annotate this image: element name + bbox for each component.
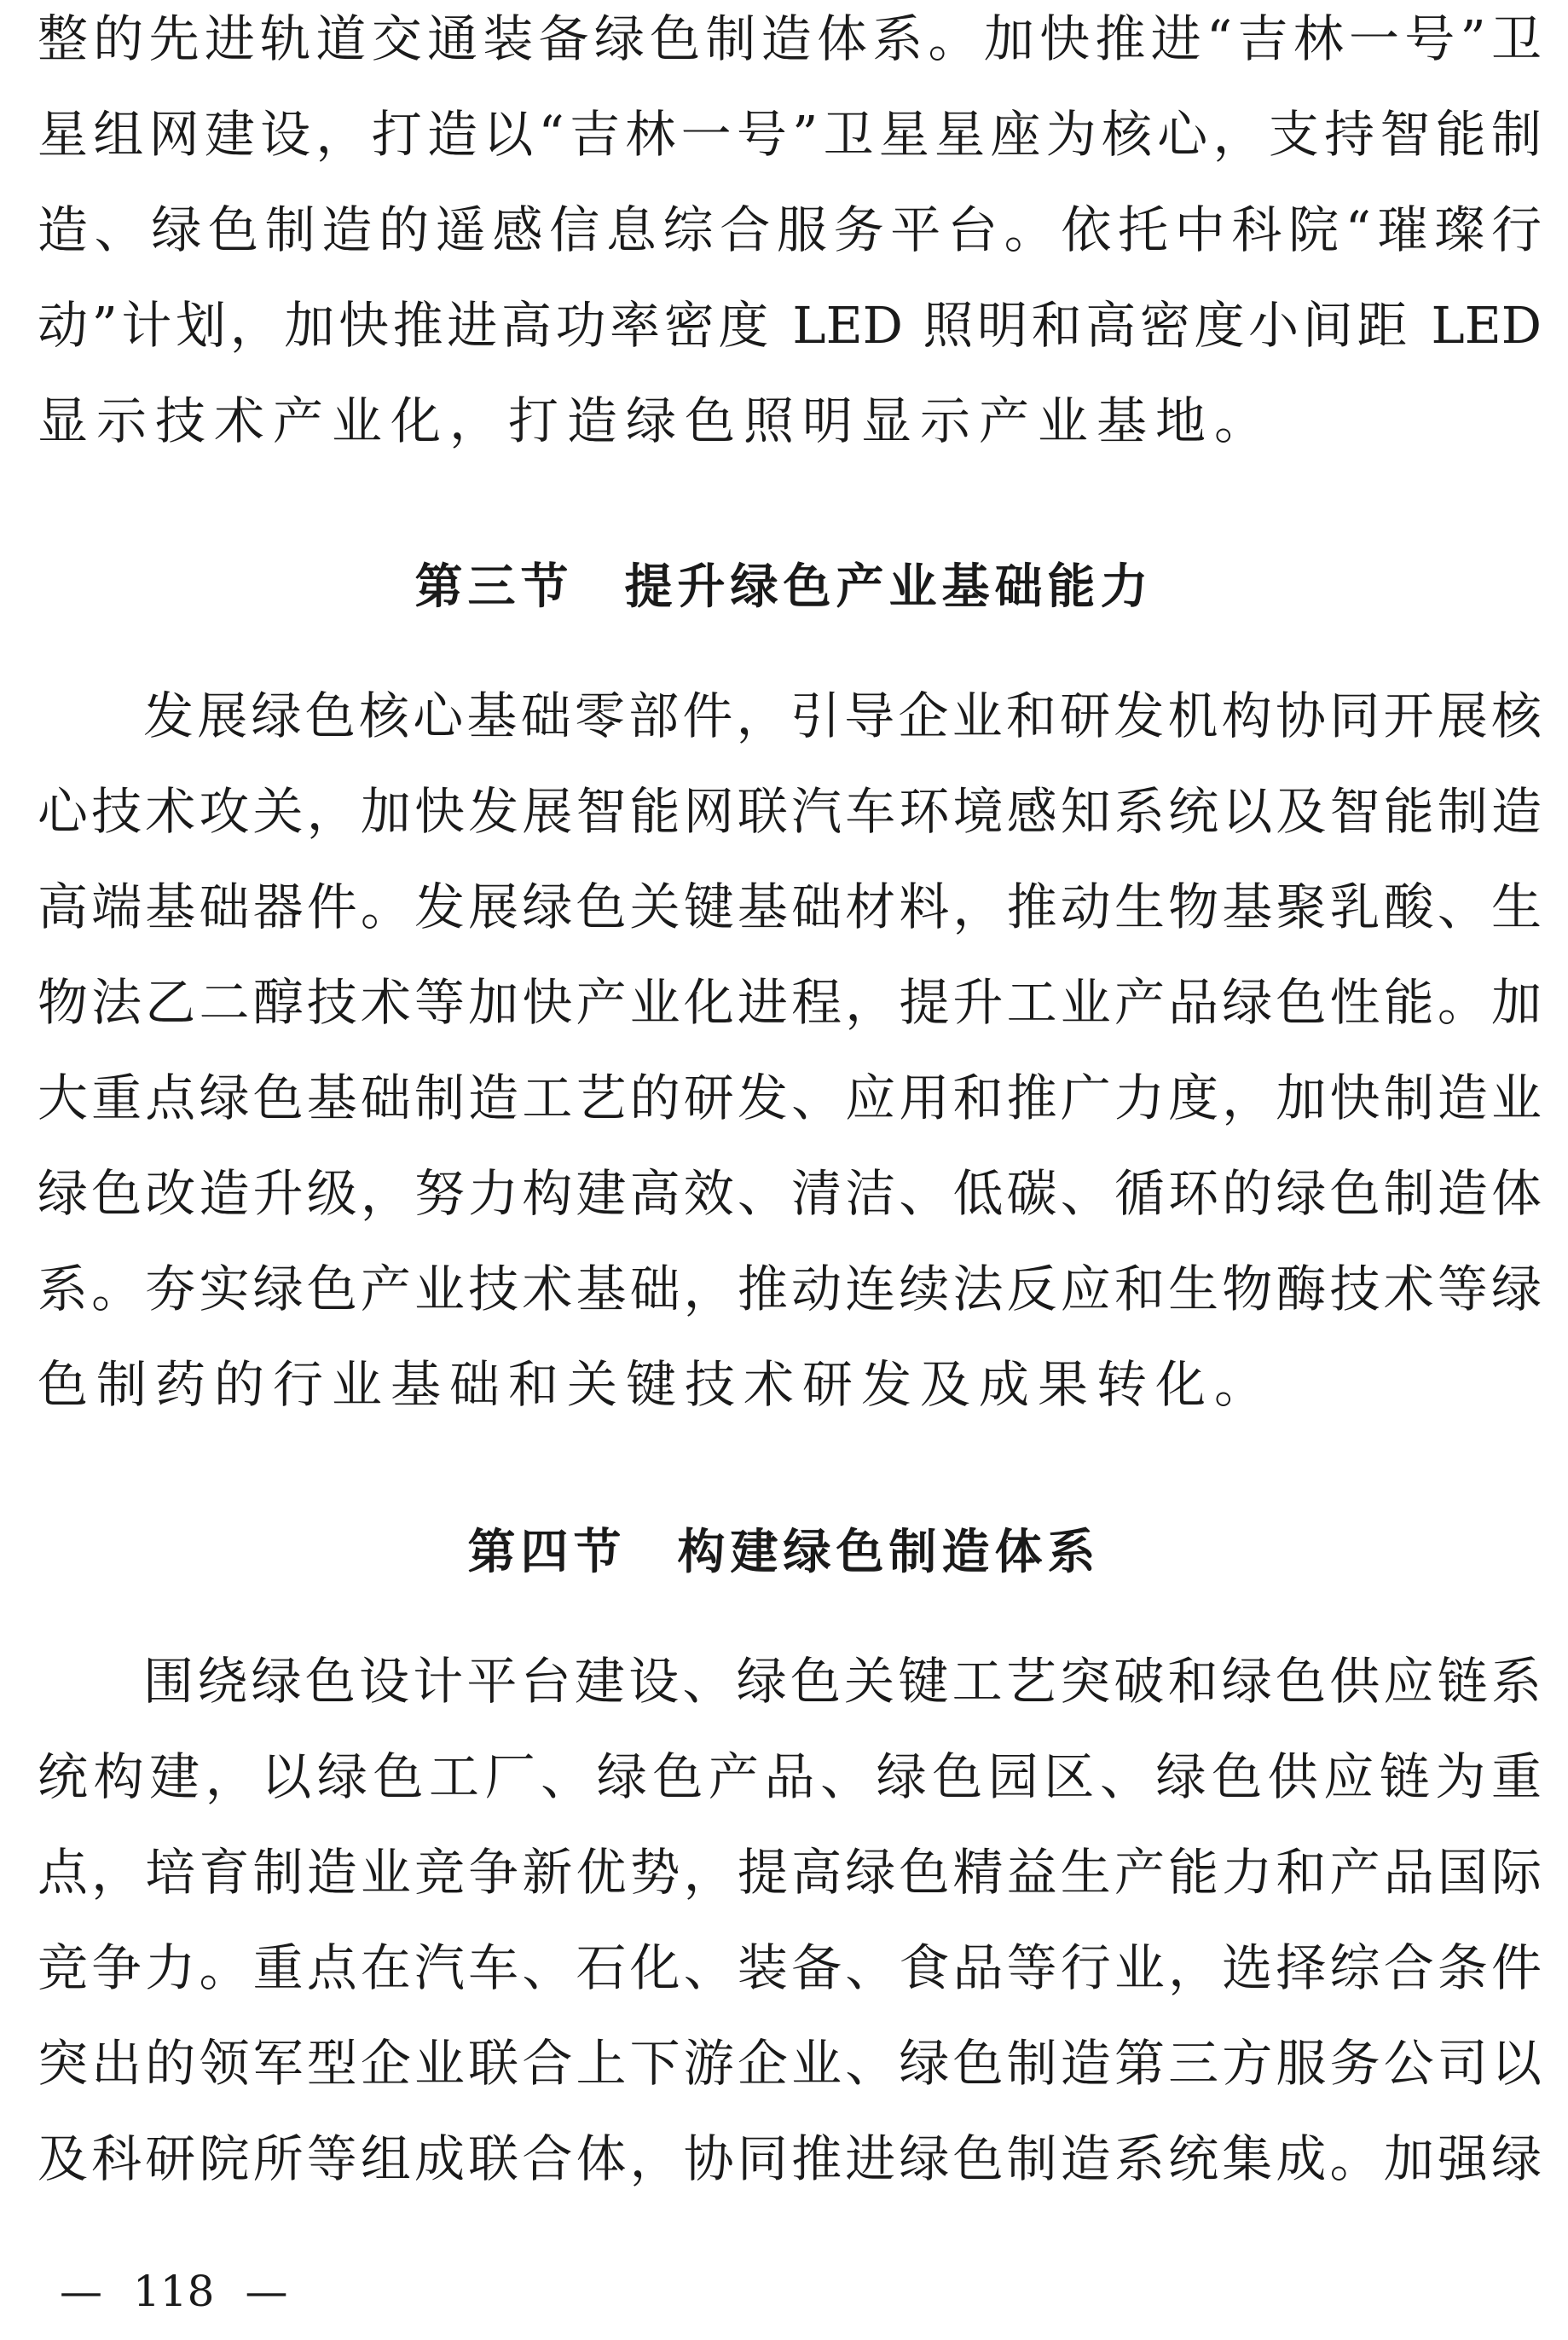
paragraph-2-line-5: 大重点绿色基础制造工艺的研发、应用和推广力度，加快制造业 <box>38 1069 1542 1127</box>
page-number: 118 <box>133 2267 215 2316</box>
paragraph-2-line-1: 发展绿色核心基础零部件，引导企业和研发机构协同开展核 <box>143 686 1542 745</box>
section-4-title: 构建绿色制造体系 <box>677 1524 1101 1580</box>
paragraph-1-line-2: 星组网建设，打造以“吉林一号”卫星星座为核心，支持智能制 <box>38 105 1542 164</box>
paragraph-3-line-1: 围绕绿色设计平台建设、绿色关键工艺突破和绿色供应链系 <box>143 1652 1542 1711</box>
paragraph-3-line-6: 及科研院所等组成联合体，协同推进绿色制造系统集成。加强绿 <box>38 2129 1542 2188</box>
paragraph-2-line-4: 物法乙二醇技术等加快产业化进程，提升工业产品绿色性能。加 <box>38 973 1542 1032</box>
paragraph-2-line-3: 高端基础器件。发展绿色关键基础材料，推动生物基聚乳酸、生 <box>38 878 1542 936</box>
paragraph-2-line-7: 系。夯实绿色产业技术基础，推动连续法反应和生物酶技术等绿 <box>38 1260 1542 1318</box>
section-4-heading <box>0 1518 1568 1586</box>
section-3-heading <box>0 553 1568 621</box>
paragraph-3-line-4: 竞争力。重点在汽车、石化、装备、食品等行业，选择综合条件 <box>38 1938 1542 1997</box>
paragraph-2-line-2: 心技术攻关，加快发展智能网联汽车环境感知系统以及智能制造 <box>38 782 1542 841</box>
paragraph-2-line-8: 色制药的行业基础和关键技术研发及成果转化。 <box>38 1355 1274 1414</box>
section-3-title: 提升绿色产业基础能力 <box>624 559 1154 615</box>
paragraph-3-line-3: 点，培育制造业竞争新优势，提高绿色精益生产能力和产品国际 <box>38 1843 1542 1902</box>
section-3-number: 第三节 <box>414 559 574 615</box>
paragraph-1-line-3: 造、绿色制造的遥感信息综合服务平台。依托中科院“璀璨行 <box>38 200 1542 259</box>
paragraph-1-line-5: 显示技术产业化，打造绿色照明显示产业基地。 <box>38 391 1274 450</box>
footer-dash-right: — <box>245 2267 288 2316</box>
paragraph-2-line-6: 绿色改造升级，努力构建高效、清洁、低碳、循环的绿色制造体 <box>38 1164 1542 1223</box>
footer-dash-left: — <box>60 2267 102 2316</box>
section-4-number: 第四节 <box>467 1524 627 1580</box>
paragraph-3-line-5: 突出的领军型企业联合上下游企业、绿色制造第三方服务公司以 <box>38 2034 1542 2093</box>
paragraph-1-line-1: 整的先进轨道交通装备绿色制造体系。加快推进“吉林一号”卫 <box>38 9 1542 68</box>
paragraph-3-line-2: 统构建，以绿色工厂、绿色产品、绿色园区、绿色供应链为重 <box>38 1747 1542 1806</box>
page-footer <box>51 2262 296 2321</box>
paragraph-1-line-4: 动”计划，加快推进高功率密度 LED 照明和高密度小间距 LED <box>38 296 1542 355</box>
